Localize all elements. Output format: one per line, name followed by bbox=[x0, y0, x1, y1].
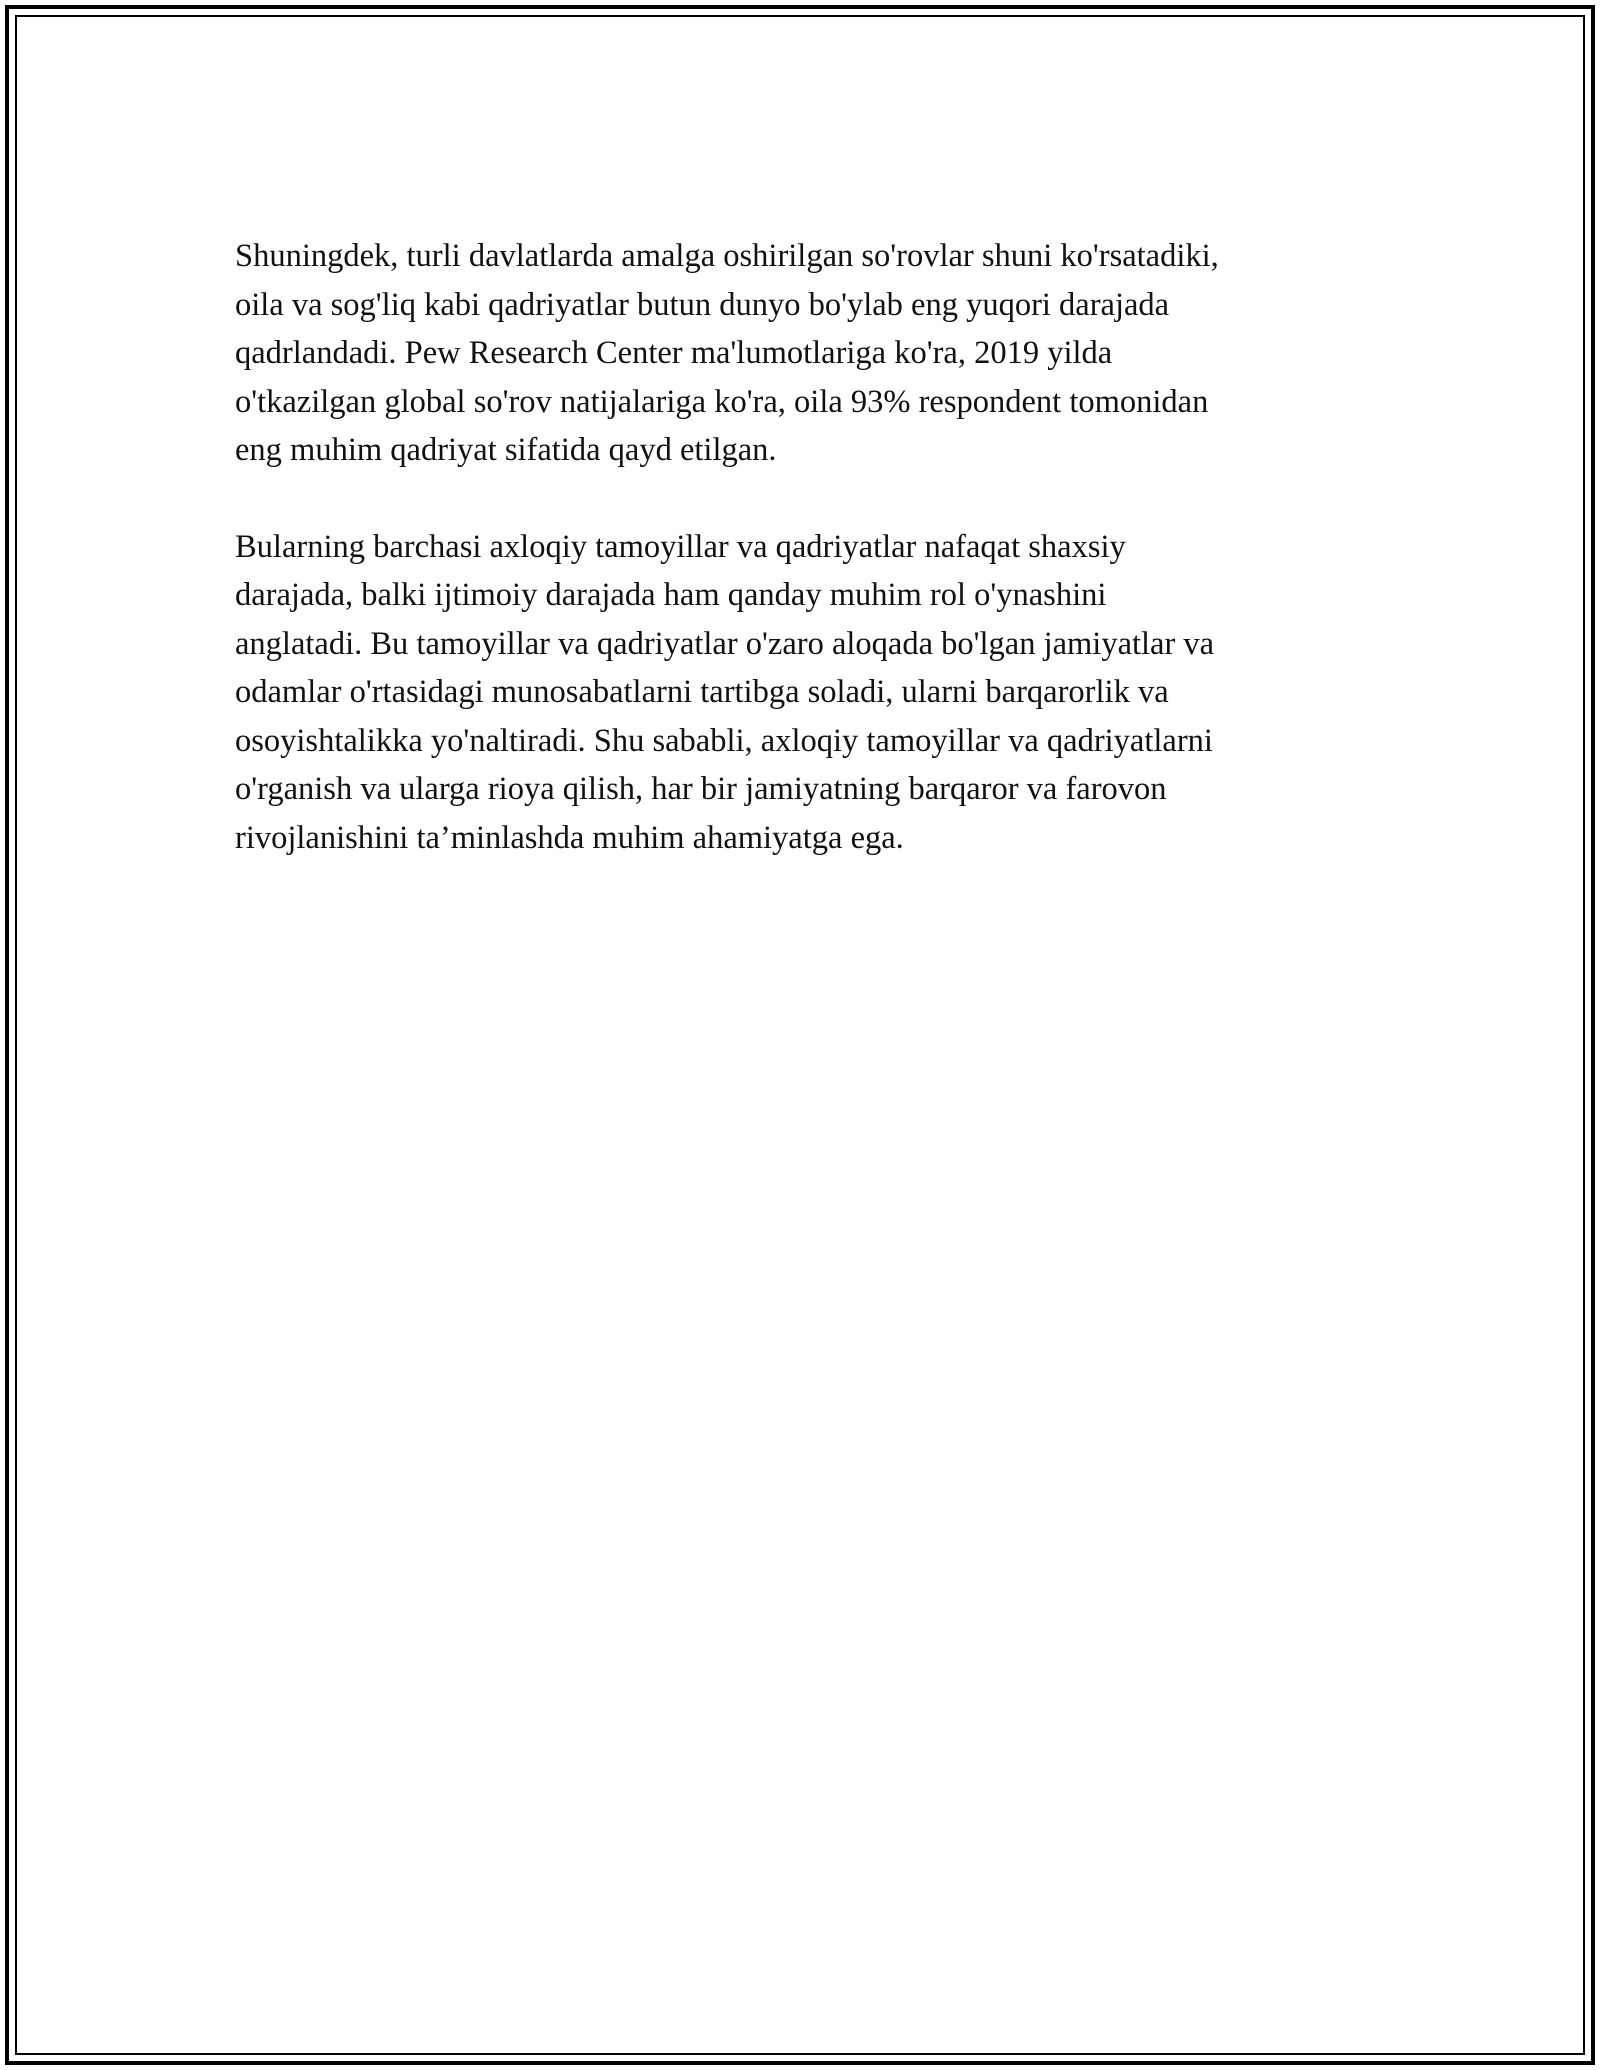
text-line: eng muhim qadriyat sifatida qayd etilgan. bbox=[235, 432, 777, 468]
text-line: osoyishtalikka yo'naltiradi. Shu sababli, axloqiy tamoyillar va qadriyatlarni bbox=[235, 722, 1213, 759]
text-line: qadrlandadi. Pew Research Center ma'lumotlariga ko'ra, 2019 yilda bbox=[235, 335, 1113, 371]
text-line: oila va sog'liq kabi qadriyatlar butun dunyo bo'ylab eng yuqori darajada bbox=[235, 286, 1170, 323]
paragraph-2 bbox=[235, 523, 1365, 863]
text-line: anglatadi. Bu tamoyillar va qadriyatlar o'zaro aloqada bo'lgan jamiyatlar va bbox=[235, 625, 1215, 662]
text-line: rivojlanishini ta’minlashda muhim ahamiyatga ega. bbox=[235, 819, 904, 856]
text-line: Shuningdek, turli davlatlarda amalga oshirilgan so'rovlar shuni ko'rsatadiki, bbox=[235, 238, 1219, 274]
document-body bbox=[235, 232, 1365, 910]
text-line: o'rganish va ularga rioya qilish, har bir jamiyatning barqaror va farovon bbox=[235, 771, 1167, 807]
paragraph-1 bbox=[235, 232, 1365, 475]
text-line: darajada, balki ijtimoiy darajada ham qanday muhim rol o'ynashini bbox=[235, 577, 1107, 613]
text-line: o'tkazilgan global so'rov natijalariga ko'ra, oila 93% respondent tomonidan bbox=[235, 383, 1209, 420]
text-line: Bularning barchasi axloqiy tamoyillar va qadriyatlar nafaqat shaxsiy bbox=[235, 528, 1126, 565]
text-line: odamlar o'rtasidagi munosabatlarni tartibga soladi, ularni barqarorlik va bbox=[235, 674, 1169, 710]
